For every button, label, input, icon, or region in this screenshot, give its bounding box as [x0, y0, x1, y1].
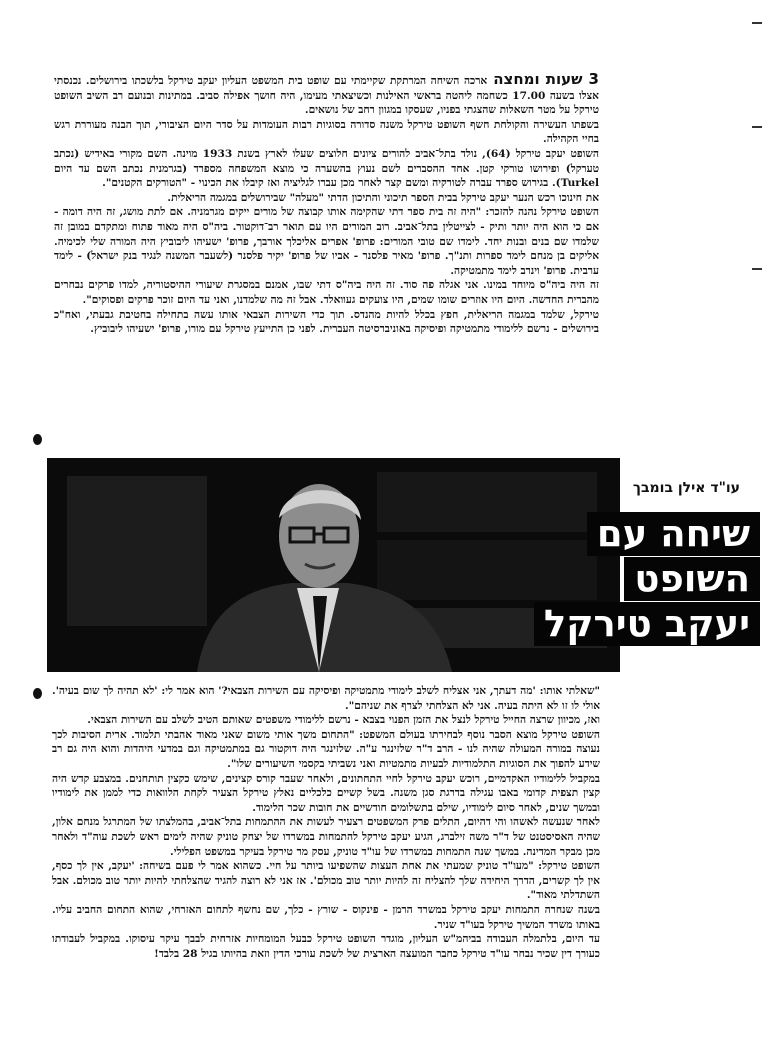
article-paragraph: לאחר שנעשה לאשהו והי דהיום, התלים פרק המשפטים רצעיר לעשות את ההתמחות בתל־אביב, בהמלצתו של המתרגל מנחם אלון, שהיה האסיסטנט של ד"ר משה זילברג, הגיע יעקב טירקל להתמחות במשרדו של יצחק טוניק שהיה לימים ראש לשכת עוה"ד ולאחר מכן מבקר המדינה. במשך שנה התמחות במשרדו של עו"ד טוניק, עסק מר טירקל בעיקר במשפט הפלילי.	[52, 816, 600, 858]
article-paragraph: בשפתו העשירה והקולחת חשף השופט טירקל משנה סדורה בסוגיות רבות העומדות על סדר היום הציבורי, תוך הבנה מעוררת רגש בחיי הקהילה.	[54, 118, 599, 146]
article-bottom-column	[52, 684, 600, 1056]
article-paragraph: השופט טירקל: "מעו"ד טוניק שמעתי את אחת העצות שהשפיעו ביותר על חיי. כשהוא אמר לי פעם בשיחה: 'יעקב, אין לך כסף, אין לך קשרים, הדרך היחידה שלך להצליח זה להיות יותר טוב מכולם'. אז אני לא רוצה להגיד שהצלחתי להיות יותר טוב מכולם. אבל השתדלתי מאוד".	[52, 860, 600, 902]
edge-mark	[752, 268, 762, 270]
article-top-column	[54, 72, 599, 456]
page-marker-dot	[33, 434, 42, 445]
article-paragraph: במקביל ללימודיו האקדמיים, רוכש יעקב טירקל לחיי התחתונים, ולאחר שעבר קורס קצינים, שימש כקצין תותחנים. במצבע קדש היה קצין תצפית קדומי באבו עגילה בדרגת סגן משנה. בשל קשיים כלכליים נאלץ טירקל הצעיר לקחת הלוואות כדי לממן את לימודיו ובמשך שנים, לאחר סיום לימודיו, שילם בתשלומים חודשיים את חובות שכר הלימוד.	[52, 772, 600, 814]
article-paragraph: השופט טירקל מוצא הסבר נוסף לבחירתו בעולם המשפט: "התחום משך אותי משום שאני מאוד אהבתי תלמוד. ארית הסיבות לכך נעוצה במורה המעולה שהיה לנו - הרב ד"ר שלזינגר ע"ה. שלזינגר היה דוקטור גם במתמטיקה וגם במדעי היהדות והוא היה גם רב שידע להפוך את הסוגיות התלמודיות לבעיות מתמטיות ואני נשביתי בקסמי השיעורים שלו".	[52, 728, 600, 770]
article-paragraph: בשנה שנחרה התמחות יעקב טירקל במשרד הרמן - פינקוס - שורץ - כלך, שם נחשף לתחום האזרחי, שהוא התחום החביב עליו. באותו משרד המשיך טירקל בעו"ד שניר.	[52, 903, 600, 931]
headline-line: יעקב טירקל	[534, 602, 760, 646]
article-headline	[515, 508, 760, 648]
page-marker-dot	[33, 688, 42, 699]
headline-line: שיחה עם	[587, 512, 760, 556]
article-paragraph: "שאלתי אותו: 'מה דעתך, אני אצליח לשלב לימודי מתמטיקה ופיסיקה עם השירות הצבאי?' הוא אמר לי: 'לא תהיה לך שום בעיה'. אולי לו זו לא היתה בעיה. אני לא הצלחתי לצרף את שניהם".	[52, 685, 600, 712]
article-paragraph: 3 שעות ומחצהארכה השיחה המרתקת שקיימתי עם שופט בית המשפט העליון יעקב טירקל בלשכתו בירושלים. נכנסתי אצלו בשעה 17.00 כשחמה ליהטה בראשי האילנות וכשיצאתי מעימו, היה חושך אפילה סביב. במתינות ובנועם רב השיב השופט טירקל על מטר השאלות שהצגתי בפניו, שעסקו במגוון רחב של נושאים.	[54, 72, 599, 117]
headline-line: השופט	[624, 557, 760, 601]
edge-mark	[752, 126, 762, 128]
article-paragraph: ואז, מכיוון שרצה החייל טירקל לנצל את הזמן הפנוי בצבא - נרשם ללימודי משפטים שאותם הטיב לשלב עם השירות הצבאי.	[87, 714, 600, 727]
article-paragraph: עד היום, בלתמלה העבודה בביהמ"ש העליון, מוגדר השופט טירקל כבעל המומחיות אזרחית לבבך עיקר עיסוקו. במקביל לעבודתו כעורך דין שכיר נבחר עו"ד טירקל כחבר המועצה הארצית של לשכת עורכי הדין וזאת בהיותו בגיל 28 בלבד!	[52, 933, 600, 960]
article-paragraph: השופט טירקל נהנה להזכר: "היה זה בית ספר דתי שהקימה אותו קבוצה של מורים ייקים מגרמניה. אם לתת מושג, זה היה דומה - אם כי הוא היה יותר ותיק - לצייטלין בתל־אביב. רוב המורים היו עם תואר רב־דוקטור. ביה"ס היה מאוד פתוח ומתקדם במובן זה שלמדו שם בנים ובנות יחד. לימדו שם טובי המורים: פרופ' אפרים אליכלך אורבך, פרופ' ישעיהו ליבוביץ היה המורה שלי לכימיה. אליקים בן מנחם לימד ספרות ותנ"ך. פרופ' מאיר פלסנר - אביו של פרופ' יקיר פלסנר (לשעבר המשנה לנגיד בנק ישראל) - לימד ערבית. פרופ' וינרב לימד מתמטיקה.	[54, 206, 599, 277]
article-kicker: 3 שעות ומחצה	[493, 72, 599, 88]
article-paragraph: זה היה ביה"ס מיוחד במינו. אני אגלה פה סוד. זה היה ביה"ס דתי שבו, אמנם במסגרת שיעורי ההיסטוריה, למדו פרקים נבחרים מהברית החדשה. היום היו אוזרים שומו שמים, היו צועקים געוואלד. אבל זה מה שלמדנו, ואני עד היום זוכר פרקים ופסוקים".	[54, 279, 599, 306]
article-paragraph: השופט יעקב טירקל (64), נולד בתל־אביב להורים ציונים חלוצים שעלו לארץ בשנת 1933 מוינה. השם מקורי באידיש (נכתב טערקל) ופירושו טורקי קטן. אחד ההסברים לשם נעוץ בהשערה כי מוצא המשפחה מספרד (בגרמנית נכתב השם עד היום Turkel). בגירוש ספרד עברה לטורקיה ומשם קצר לאחר מכן עברו לגליציה ואז קיבלו את הכינוי - "הטורקים הקטנים".	[54, 147, 599, 190]
article-byline: עו"ד אילן בומבך	[632, 480, 740, 496]
article-paragraph: את חינוכו רכש הנער יעקב טירקל בבית הספר תיכוני והתיכון הדתי "מעלה" שבירושלים במגמה הריאלית.	[167, 191, 599, 204]
article-paragraph: טירקל, שלמד במגמה הריאלית, חפץ בכלל להיות מהנדס. תוך כדי השירות הצבאי אותו עשה בתחילה בחטיבת גבעתי, ואח"כ בירושלים - נרשם ללימודי מתמטיקה ופיסיקה באוניברסיטה העברית. לפני כן התייעץ טירקל עם מורו, פרופ' ישעיהו ליבוביץ.	[54, 308, 599, 336]
edge-mark	[752, 22, 762, 24]
